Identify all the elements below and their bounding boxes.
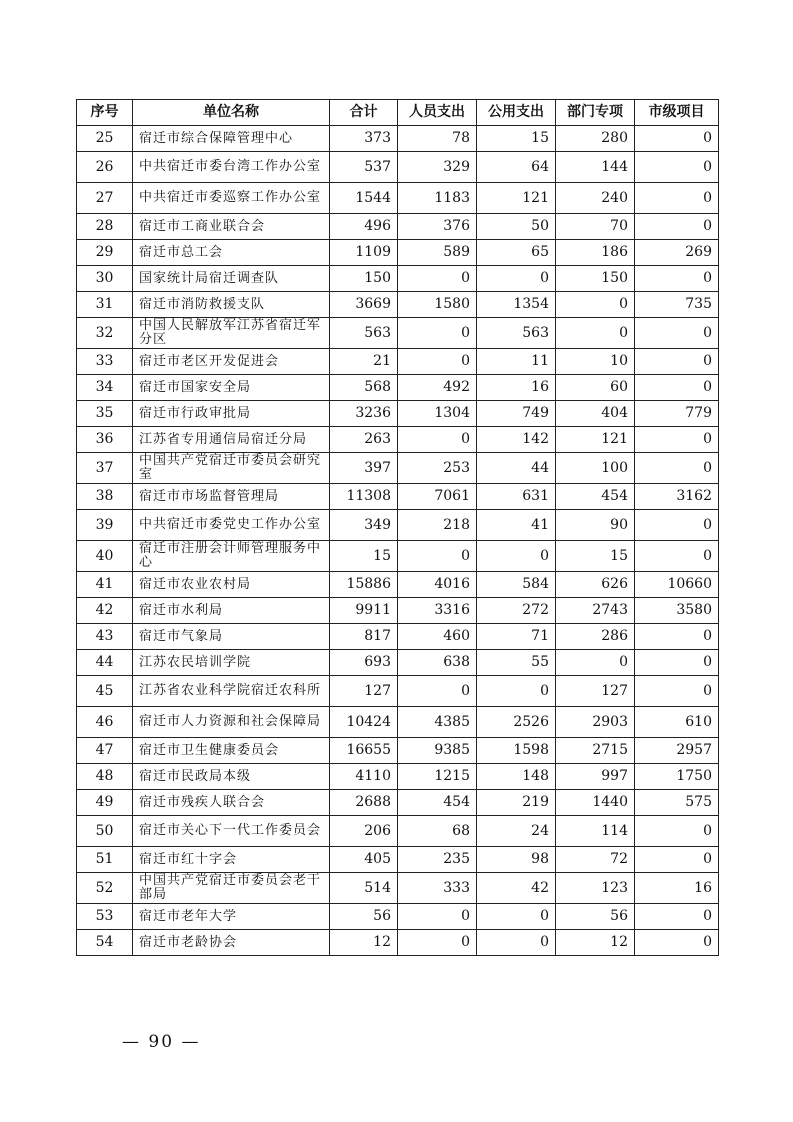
public-expense-cell: 0 <box>477 266 556 292</box>
city-project-cell: 610 <box>635 707 719 738</box>
public-expense-cell: 272 <box>477 598 556 624</box>
unit-name-cell: 中共宿迁市委党史工作办公室 <box>133 510 330 541</box>
city-project-cell: 3580 <box>635 598 719 624</box>
unit-name-cell: 宿迁市老年大学 <box>133 904 330 930</box>
total-cell: 537 <box>330 152 398 183</box>
dept-project-cell: 123 <box>556 873 635 904</box>
seq-cell: 37 <box>77 453 133 484</box>
dept-project-cell: 12 <box>556 930 635 956</box>
table-row <box>77 214 719 240</box>
total-cell: 15 <box>330 541 398 572</box>
public-expense-cell: 65 <box>477 240 556 266</box>
seq-cell: 47 <box>77 738 133 764</box>
total-cell: 12 <box>330 930 398 956</box>
table-row <box>77 126 719 152</box>
seq-cell: 36 <box>77 427 133 453</box>
seq-cell: 29 <box>77 240 133 266</box>
seq-cell: 44 <box>77 650 133 676</box>
total-cell: 263 <box>330 427 398 453</box>
city-project-cell: 0 <box>635 266 719 292</box>
table-row <box>77 401 719 427</box>
public-expense-cell: 42 <box>477 873 556 904</box>
seq-cell: 45 <box>77 676 133 707</box>
total-cell: 15886 <box>330 572 398 598</box>
personnel-cell: 235 <box>398 847 477 873</box>
public-expense-cell: 219 <box>477 790 556 816</box>
public-expense-cell: 11 <box>477 349 556 375</box>
city-project-cell: 16 <box>635 873 719 904</box>
total-cell: 4110 <box>330 764 398 790</box>
personnel-cell: 4385 <box>398 707 477 738</box>
column-header: 序号 <box>77 100 133 126</box>
total-cell: 1109 <box>330 240 398 266</box>
public-expense-cell: 55 <box>477 650 556 676</box>
seq-cell: 41 <box>77 572 133 598</box>
table-row <box>77 349 719 375</box>
unit-name-cell: 国家统计局宿迁调查队 <box>133 266 330 292</box>
table-row <box>77 318 719 349</box>
total-cell: 21 <box>330 349 398 375</box>
seq-cell: 42 <box>77 598 133 624</box>
total-cell: 405 <box>330 847 398 873</box>
personnel-cell: 68 <box>398 816 477 847</box>
dept-project-cell: 144 <box>556 152 635 183</box>
public-expense-cell: 0 <box>477 541 556 572</box>
dept-project-cell: 404 <box>556 401 635 427</box>
personnel-cell: 0 <box>398 427 477 453</box>
dept-project-cell: 72 <box>556 847 635 873</box>
seq-cell: 26 <box>77 152 133 183</box>
dept-project-cell: 127 <box>556 676 635 707</box>
total-cell: 349 <box>330 510 398 541</box>
personnel-cell: 3316 <box>398 598 477 624</box>
city-project-cell: 1750 <box>635 764 719 790</box>
total-cell: 397 <box>330 453 398 484</box>
total-cell: 817 <box>330 624 398 650</box>
table-row <box>77 676 719 707</box>
total-cell: 373 <box>330 126 398 152</box>
table-row <box>77 240 719 266</box>
city-project-cell: 0 <box>635 349 719 375</box>
city-project-cell: 0 <box>635 453 719 484</box>
table-row <box>77 598 719 624</box>
total-cell: 1544 <box>330 183 398 214</box>
personnel-cell: 253 <box>398 453 477 484</box>
dept-project-cell: 997 <box>556 764 635 790</box>
unit-name-cell: 宿迁市综合保障管理中心 <box>133 126 330 152</box>
public-expense-cell: 563 <box>477 318 556 349</box>
table-row <box>77 873 719 904</box>
city-project-cell: 0 <box>635 816 719 847</box>
seq-cell: 53 <box>77 904 133 930</box>
table-row <box>77 816 719 847</box>
personnel-cell: 0 <box>398 349 477 375</box>
column-header: 部门专项 <box>556 100 635 126</box>
seq-cell: 27 <box>77 183 133 214</box>
personnel-cell: 376 <box>398 214 477 240</box>
table-row <box>77 541 719 572</box>
table-row <box>77 790 719 816</box>
seq-cell: 34 <box>77 375 133 401</box>
total-cell: 16655 <box>330 738 398 764</box>
city-project-cell: 0 <box>635 624 719 650</box>
public-expense-cell: 50 <box>477 214 556 240</box>
table-row <box>77 183 719 214</box>
seq-cell: 32 <box>77 318 133 349</box>
city-project-cell: 2957 <box>635 738 719 764</box>
unit-name-cell: 中共宿迁市委巡察工作办公室 <box>133 183 330 214</box>
dept-project-cell: 100 <box>556 453 635 484</box>
dept-project-cell: 286 <box>556 624 635 650</box>
table-row <box>77 930 719 956</box>
dept-project-cell: 15 <box>556 541 635 572</box>
public-expense-cell: 749 <box>477 401 556 427</box>
public-expense-cell: 2526 <box>477 707 556 738</box>
total-cell: 496 <box>330 214 398 240</box>
seq-cell: 35 <box>77 401 133 427</box>
table-row <box>77 375 719 401</box>
personnel-cell: 218 <box>398 510 477 541</box>
seq-cell: 31 <box>77 292 133 318</box>
dept-project-cell: 60 <box>556 375 635 401</box>
seq-cell: 48 <box>77 764 133 790</box>
unit-name-cell: 宿迁市老区开发促进会 <box>133 349 330 375</box>
public-expense-cell: 16 <box>477 375 556 401</box>
personnel-cell: 1580 <box>398 292 477 318</box>
header-row <box>77 100 719 126</box>
unit-name-cell: 中国共产党宿迁市委员会老干部局 <box>133 873 330 904</box>
city-project-cell: 3162 <box>635 484 719 510</box>
seq-cell: 28 <box>77 214 133 240</box>
personnel-cell: 1304 <box>398 401 477 427</box>
city-project-cell: 0 <box>635 676 719 707</box>
city-project-cell: 0 <box>635 650 719 676</box>
table-body <box>77 126 719 956</box>
table-row <box>77 847 719 873</box>
dept-project-cell: 56 <box>556 904 635 930</box>
public-expense-cell: 0 <box>477 930 556 956</box>
dept-project-cell: 186 <box>556 240 635 266</box>
seq-cell: 46 <box>77 707 133 738</box>
personnel-cell: 0 <box>398 904 477 930</box>
personnel-cell: 454 <box>398 790 477 816</box>
city-project-cell: 0 <box>635 183 719 214</box>
public-expense-cell: 24 <box>477 816 556 847</box>
public-expense-cell: 71 <box>477 624 556 650</box>
seq-cell: 43 <box>77 624 133 650</box>
city-project-cell: 269 <box>635 240 719 266</box>
column-header: 单位名称 <box>133 100 330 126</box>
table-row <box>77 484 719 510</box>
public-expense-cell: 121 <box>477 183 556 214</box>
personnel-cell: 329 <box>398 152 477 183</box>
budget-table <box>76 99 719 956</box>
seq-cell: 38 <box>77 484 133 510</box>
unit-name-cell: 宿迁市消防救援支队 <box>133 292 330 318</box>
personnel-cell: 333 <box>398 873 477 904</box>
total-cell: 150 <box>330 266 398 292</box>
column-header: 合计 <box>330 100 398 126</box>
seq-cell: 33 <box>77 349 133 375</box>
dept-project-cell: 114 <box>556 816 635 847</box>
unit-name-cell: 宿迁市人力资源和社会保障局 <box>133 707 330 738</box>
total-cell: 206 <box>330 816 398 847</box>
personnel-cell: 0 <box>398 541 477 572</box>
total-cell: 3669 <box>330 292 398 318</box>
unit-name-cell: 宿迁市注册会计师管理服务中心 <box>133 541 330 572</box>
unit-name-cell: 宿迁市关心下一代工作委员会 <box>133 816 330 847</box>
dept-project-cell: 454 <box>556 484 635 510</box>
unit-name-cell: 中共宿迁市委台湾工作办公室 <box>133 152 330 183</box>
dept-project-cell: 280 <box>556 126 635 152</box>
seq-cell: 49 <box>77 790 133 816</box>
personnel-cell: 460 <box>398 624 477 650</box>
total-cell: 10424 <box>330 707 398 738</box>
table-row <box>77 738 719 764</box>
seq-cell: 50 <box>77 816 133 847</box>
column-header: 人员支出 <box>398 100 477 126</box>
table-row <box>77 764 719 790</box>
table-row <box>77 707 719 738</box>
dept-project-cell: 0 <box>556 292 635 318</box>
public-expense-cell: 142 <box>477 427 556 453</box>
dept-project-cell: 70 <box>556 214 635 240</box>
city-project-cell: 0 <box>635 214 719 240</box>
seq-cell: 54 <box>77 930 133 956</box>
city-project-cell: 0 <box>635 510 719 541</box>
unit-name-cell: 宿迁市行政审批局 <box>133 401 330 427</box>
city-project-cell: 10660 <box>635 572 719 598</box>
table-row <box>77 292 719 318</box>
city-project-cell: 0 <box>635 904 719 930</box>
public-expense-cell: 631 <box>477 484 556 510</box>
city-project-cell: 0 <box>635 427 719 453</box>
public-expense-cell: 64 <box>477 152 556 183</box>
dept-project-cell: 121 <box>556 427 635 453</box>
column-header: 公用支出 <box>477 100 556 126</box>
dept-project-cell: 2715 <box>556 738 635 764</box>
city-project-cell: 0 <box>635 847 719 873</box>
table-row <box>77 510 719 541</box>
unit-name-cell: 江苏农民培训学院 <box>133 650 330 676</box>
city-project-cell: 0 <box>635 541 719 572</box>
seq-cell: 51 <box>77 847 133 873</box>
table-row <box>77 453 719 484</box>
unit-name-cell: 宿迁市水利局 <box>133 598 330 624</box>
personnel-cell: 492 <box>398 375 477 401</box>
dept-project-cell: 0 <box>556 650 635 676</box>
personnel-cell: 0 <box>398 676 477 707</box>
unit-name-cell: 宿迁市农业农村局 <box>133 572 330 598</box>
public-expense-cell: 1354 <box>477 292 556 318</box>
total-cell: 3236 <box>330 401 398 427</box>
unit-name-cell: 江苏省专用通信局宿迁分局 <box>133 427 330 453</box>
personnel-cell: 1215 <box>398 764 477 790</box>
unit-name-cell: 宿迁市市场监督管理局 <box>133 484 330 510</box>
public-expense-cell: 0 <box>477 676 556 707</box>
dept-project-cell: 150 <box>556 266 635 292</box>
dept-project-cell: 2743 <box>556 598 635 624</box>
city-project-cell: 0 <box>635 152 719 183</box>
unit-name-cell: 宿迁市残疾人联合会 <box>133 790 330 816</box>
unit-name-cell: 中国共产党宿迁市委员会研究室 <box>133 453 330 484</box>
unit-name-cell: 宿迁市民政局本级 <box>133 764 330 790</box>
unit-name-cell: 中国人民解放军江苏省宿迁军分区 <box>133 318 330 349</box>
public-expense-cell: 0 <box>477 904 556 930</box>
table-row <box>77 624 719 650</box>
table-row <box>77 266 719 292</box>
dept-project-cell: 1440 <box>556 790 635 816</box>
dept-project-cell: 626 <box>556 572 635 598</box>
unit-name-cell: 宿迁市总工会 <box>133 240 330 266</box>
personnel-cell: 0 <box>398 318 477 349</box>
public-expense-cell: 15 <box>477 126 556 152</box>
total-cell: 693 <box>330 650 398 676</box>
unit-name-cell: 宿迁市老龄协会 <box>133 930 330 956</box>
table-row <box>77 572 719 598</box>
personnel-cell: 638 <box>398 650 477 676</box>
total-cell: 56 <box>330 904 398 930</box>
seq-cell: 40 <box>77 541 133 572</box>
total-cell: 563 <box>330 318 398 349</box>
unit-name-cell: 宿迁市气象局 <box>133 624 330 650</box>
seq-cell: 30 <box>77 266 133 292</box>
public-expense-cell: 584 <box>477 572 556 598</box>
page-number: — 90 — <box>122 1032 201 1052</box>
unit-name-cell: 江苏省农业科学院宿迁农科所 <box>133 676 330 707</box>
unit-name-cell: 宿迁市工商业联合会 <box>133 214 330 240</box>
total-cell: 11308 <box>330 484 398 510</box>
dept-project-cell: 90 <box>556 510 635 541</box>
public-expense-cell: 44 <box>477 453 556 484</box>
total-cell: 514 <box>330 873 398 904</box>
total-cell: 2688 <box>330 790 398 816</box>
dept-project-cell: 240 <box>556 183 635 214</box>
personnel-cell: 589 <box>398 240 477 266</box>
public-expense-cell: 148 <box>477 764 556 790</box>
unit-name-cell: 宿迁市红十字会 <box>133 847 330 873</box>
personnel-cell: 9385 <box>398 738 477 764</box>
seq-cell: 52 <box>77 873 133 904</box>
table-row <box>77 152 719 183</box>
public-expense-cell: 98 <box>477 847 556 873</box>
total-cell: 127 <box>330 676 398 707</box>
city-project-cell: 0 <box>635 930 719 956</box>
total-cell: 568 <box>330 375 398 401</box>
city-project-cell: 0 <box>635 375 719 401</box>
seq-cell: 39 <box>77 510 133 541</box>
table-header <box>77 100 719 126</box>
table-row <box>77 904 719 930</box>
table-row <box>77 650 719 676</box>
personnel-cell: 78 <box>398 126 477 152</box>
city-project-cell: 779 <box>635 401 719 427</box>
personnel-cell: 7061 <box>398 484 477 510</box>
personnel-cell: 0 <box>398 266 477 292</box>
city-project-cell: 575 <box>635 790 719 816</box>
dept-project-cell: 2903 <box>556 707 635 738</box>
dept-project-cell: 10 <box>556 349 635 375</box>
city-project-cell: 0 <box>635 318 719 349</box>
column-header: 市级项目 <box>635 100 719 126</box>
personnel-cell: 1183 <box>398 183 477 214</box>
city-project-cell: 0 <box>635 126 719 152</box>
public-expense-cell: 1598 <box>477 738 556 764</box>
dept-project-cell: 0 <box>556 318 635 349</box>
unit-name-cell: 宿迁市国家安全局 <box>133 375 330 401</box>
personnel-cell: 0 <box>398 930 477 956</box>
table-row <box>77 427 719 453</box>
total-cell: 9911 <box>330 598 398 624</box>
personnel-cell: 4016 <box>398 572 477 598</box>
seq-cell: 25 <box>77 126 133 152</box>
public-expense-cell: 41 <box>477 510 556 541</box>
unit-name-cell: 宿迁市卫生健康委员会 <box>133 738 330 764</box>
city-project-cell: 735 <box>635 292 719 318</box>
